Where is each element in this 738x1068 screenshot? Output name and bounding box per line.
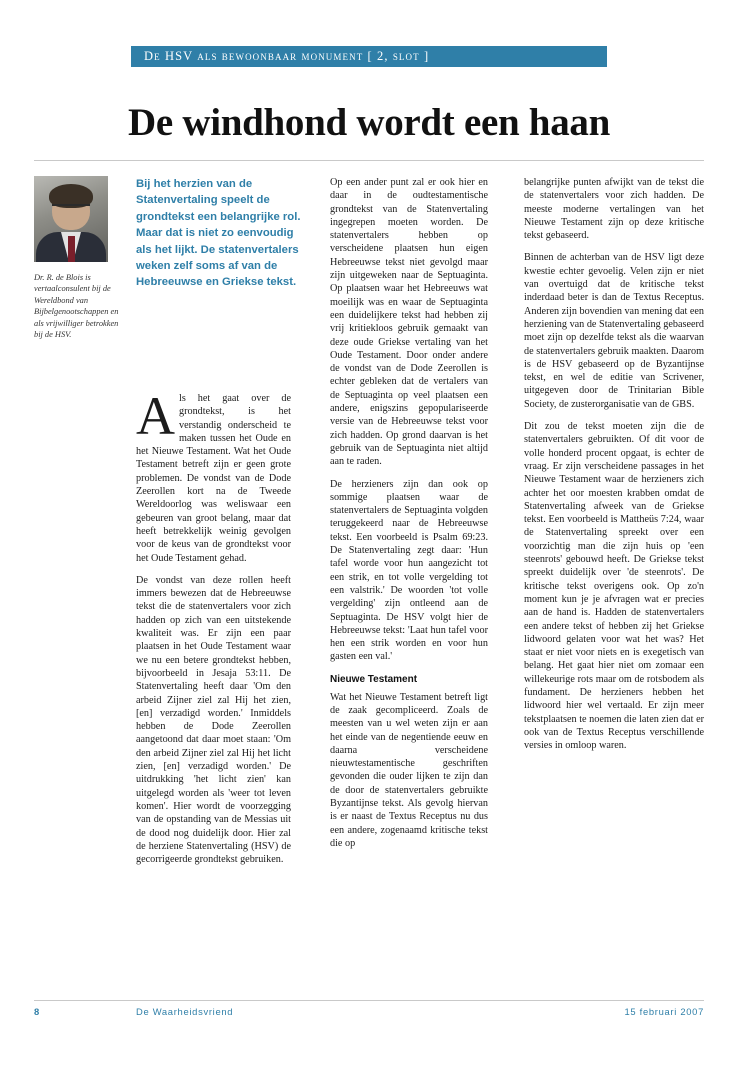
body-column-4: [524, 176, 704, 761]
paragraph-text: De vondst van deze rollen heeft immers bewezen dat de Hebreeuwse tekst die de statenvertalers voor zich hadden op zich van een uitstekende kwaliteit was. Er zijn een paar plaatsen in het Oude Testament waar we nu een betere grondtekst hebben, bijvoorbeeld in Jesaja 53:11. De Statenvertaling heeft daar 'Om den arbeid Zijner ziel zal Hij het zien, [en] verzadigd worden.' Inmiddels hebben de Dode Zeerollen aangetoond dat daar moet staan: 'Om den arbeid Zijner ziel zal Hij het licht zien, [en] verzadigd worden.' De uitdrukking 'het licht zien' kan uitgelegd worden als 'weer tot leven komen'. Hier wordt de voorzegging van de opstanding van de Messias uit de dood nog duidelijk door. Hier zal de herziene Statenvertaling (HSV) de gecorrigeerde grondtekst gebruiken.: [136, 574, 291, 866]
paragraph-text: Dit zou de tekst moeten zijn die de statenvertalers gebruikten. Of dit voor de volle honderd procent opgaat, is echter de vraag. Er zijn verscheidene passages in het Nieuwe Testament waar de herzieners zich achter het oor moesten krabben omdat de Statenvertaling afweek van de Griekse tekst. Een voorbeeld is Mattheüs 7:24, waar de Statenvertaling spreekt over een voorzichtig man die zijn huis op 'een steenrots' gebouwd heeft. De Griekse tekst spreekt duidelijk over 'de steenrots'. De kritische tekst overigens ook. Op zo'n moment kun je je afvragen wat er precies aan de hand is. Hadden de statenvertalers een andere tekst of hebben zij het Griekse lidwoord gelaten voor wat het was? Het staat er niet voor niets en is exegetisch van belang. Het gaat hier niet om zomaar een willekeurige rots maar om de rotsbodem als fundament. De herzieners hebben het lidwoord hier wel vertaald. Er zijn meer tekstplaatsen te noemen die laten zien dat er ook van de Textus Receptus verschillende versies in omloop waren.: [524, 421, 704, 752]
glasses-icon: [52, 204, 90, 213]
author-photo: [34, 176, 108, 262]
page-footer: [34, 1006, 704, 1020]
body-column-2: [136, 386, 291, 875]
body-column-3: [330, 176, 488, 859]
page-number: 8: [34, 1006, 40, 1017]
publication-date: 15 februari 2007: [624, 1006, 704, 1017]
paragraph-text: Op een ander punt zal er ook hier en daar in de oudtestamentische grondtekst van de Statenvertaling ingegrepen moeten worden. De statenvertalers hebben op verscheidene plaatsen hun eigen Hebreeuwse tekst niet gevolgd maar zijn uitgeweken naar de Septuaginta. Op plaatsen waar het Hebreeuws wat moeilijk was en waar de Septuaginta een duidelijkere tekst had hebben zij vrij kritiekloos gebruik gemaakt van deze oude Griekse vertaling van het Oude Testament. Door onder andere de vondst van de Dode Zeerollen is echter gebleken dat de vertalers van de Septuaginta op veel plaatsen een andere, enigszins gepopulariseerde versie van de Hebreeuwse tekst voor zich hadden. Op grond daarvan is het gebruik van de Septuaginta niet altijd aan te raden.: [330, 177, 488, 468]
kicker-bar: [131, 46, 607, 67]
bottom-divider: [34, 1000, 704, 1001]
top-divider: [34, 160, 704, 161]
page-title: De windhond wordt een haan: [128, 101, 610, 145]
photo-tie-shape: [68, 236, 75, 262]
paragraph-text: Binnen de achterban van de HSV ligt deze kwestie echter gevoelig. Velen zijn er niet van overtuigd dat de kritische tekst inderdaad beter is dan de Textus Receptus. Anderen zijn bovendien van mening dat een herziening van de Statenvertaling gebaseerd moet zijn op dezelfde tekst als die waarvan de statenvertalers gebruik maakten. Daarom is de HSV gebaseerd op de Byzantijnse tekst, en wel de editie van Scrivener, uitgegeven door de Trinitarian Bible Society, de zusterorganisatie van de GBS.: [524, 252, 704, 410]
paragraph-text: De herzieners zijn dan ook op sommige plaatsen waar de statenvertalers de Septuaginta volgden teruggekeerd naar de Hebreeuwse tekst. Een voorbeeld is Psalm 69:23. De Statenvertaling zegt daar: 'Hun tafel worde voor hun aangezicht tot een strik, en tot volle vergelding tot een valstrik.' De woorden 'tot volle vergelding' zijn ontleend aan de Septuaginta. De HSV volgt hier de Hebreeuwse tekst: 'Laat hun tafel voor hen een strik worden en voor hun gasten een val.': [330, 478, 488, 663]
photo-caption: Dr. R. de Blois is vertaalconsulent bij de Wereldbond van Bijbelgenootschappen en als vrijwilliger betrokken bij de HSV.: [34, 273, 119, 340]
kicker-text: De HSV als bewoonbaar monument [ 2, slot ]: [144, 49, 430, 63]
paragraph-text: Wat het Nieuwe Testament betreft ligt de zaak gecompliceerd. Zoals de meesten van u wel weten zijn er aan het einde van de negentiende eeuw en daarna verscheidene nieuwtestamentische geschriften gevonden die ouder lijken te zijn dan de door de statenvertalers gebruikte Byzantijnse tekst. Als gevolg hiervan is er naast de Textus Receptus nu dus een andere, zogenaamd kritische tekst die op: [330, 691, 488, 849]
paragraph-with-dropcap: [136, 386, 291, 565]
paragraph-text: belangrijke punten afwijkt van de tekst die de statenvertalers voor zich hadden. De meeste moderne vertalingen van het Nieuwe Testament zijn op deze kritische tekst gebaseerd.: [524, 177, 704, 242]
lead-paragraph: Bij het herzien van de Statenvertaling speelt de grondtekst een belangrijke rol. Maar dat is niet zo eenvoudig als het lijkt. De statenvertalers weken zelf soms af van de Hebreeuwse en Griekse tekst.: [136, 178, 301, 289]
section-subheading: Nieuwe Testament: [330, 673, 418, 685]
drop-cap: A: [136, 386, 175, 446]
paragraph-text: ls het gaat over de grondtekst, is het verstandig onderscheid te maken tussen het Oude en het Nieuwe Testament. Wat het Oude Testament betreft zijn er geen grote problemen. De vondst van de Dode Zeerollen kort na de Tweede Wereldoorlog was weliswaar een gebeuren van groot belang, maar dat heeft betrekkelijk weinig gevolgen voor de keus van de grondtekst voor het Oude Testament gehad.: [136, 393, 291, 564]
publication-name: De Waarheidsvriend: [136, 1006, 234, 1017]
